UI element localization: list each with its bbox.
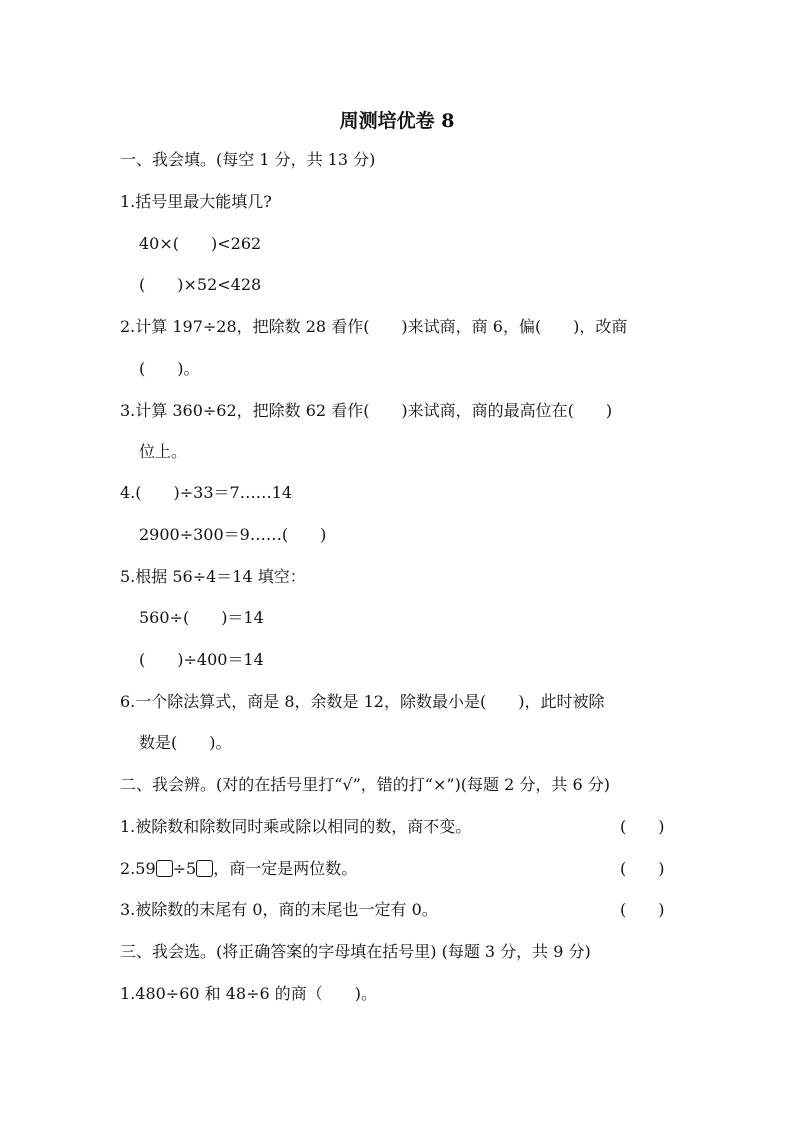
q1-2-cont: ( )。 bbox=[139, 359, 200, 378]
q2-2-text bbox=[120, 858, 357, 880]
q2-2-mid: ÷5 bbox=[172, 859, 197, 878]
q1-1-a: 40×( )<262 bbox=[139, 234, 262, 253]
q1-1-b: ( )×52<428 bbox=[139, 275, 262, 294]
q3-1-text: 1.480÷60 和 48÷6 的商（ )。 bbox=[120, 984, 378, 1003]
q2-2-prefix: 2.59 bbox=[120, 859, 156, 878]
q2-1-answer[interactable]: ( ) bbox=[620, 817, 665, 836]
q2-2-suffix: ，商一定是两位数。 bbox=[213, 859, 358, 878]
q1-1-text: 1.括号里最大能填几? bbox=[120, 192, 272, 211]
q1-4-b: 2900÷300＝9……( ) bbox=[139, 525, 327, 544]
page-title: 周测培优卷 8 bbox=[339, 110, 455, 132]
q1-3-cont: 位上。 bbox=[139, 442, 188, 461]
section-1-heading: 一、我会填。(每空 1 分，共 13 分) bbox=[120, 150, 376, 169]
q1-5-text: 5.根据 56÷4＝14 填空： bbox=[120, 567, 306, 586]
q1-5-b: ( )÷400＝14 bbox=[139, 650, 264, 669]
digit-box-2[interactable] bbox=[196, 860, 213, 877]
q1-4-text: 4.( )÷33＝7……14 bbox=[120, 483, 293, 502]
digit-box-1[interactable] bbox=[156, 860, 173, 877]
q1-6-text: 6.一个除法算式，商是 8，余数是 12，除数最小是( )，此时被除 bbox=[120, 692, 605, 711]
q1-5-a: 560÷( )＝14 bbox=[139, 608, 264, 627]
section-3-heading: 三、我会选。(将正确答案的字母填在括号里) (每题 3 分，共 9 分) bbox=[120, 942, 591, 961]
q1-6-cont: 数是( )。 bbox=[139, 733, 232, 752]
section-2-heading: 二、我会辨。(对的在括号里打“√”，错的打“×”)(每题 2 分，共 6 分) bbox=[120, 775, 610, 794]
q1-2-text: 2.计算 197÷28，把除数 28 看作( )来试商，商 6，偏( )，改商 bbox=[120, 317, 628, 336]
q2-2-answer[interactable]: ( ) bbox=[620, 859, 665, 878]
q2-3-text: 3.被除数的末尾有 0，商的末尾也一定有 0。 bbox=[120, 900, 438, 919]
q1-3-text: 3.计算 360÷62，把除数 62 看作( )来试商，商的最高位在( ) bbox=[120, 401, 613, 420]
q2-1-text: 1.被除数和除数同时乘或除以相同的数，商不变。 bbox=[120, 817, 472, 836]
q2-3-answer[interactable]: ( ) bbox=[620, 900, 665, 919]
